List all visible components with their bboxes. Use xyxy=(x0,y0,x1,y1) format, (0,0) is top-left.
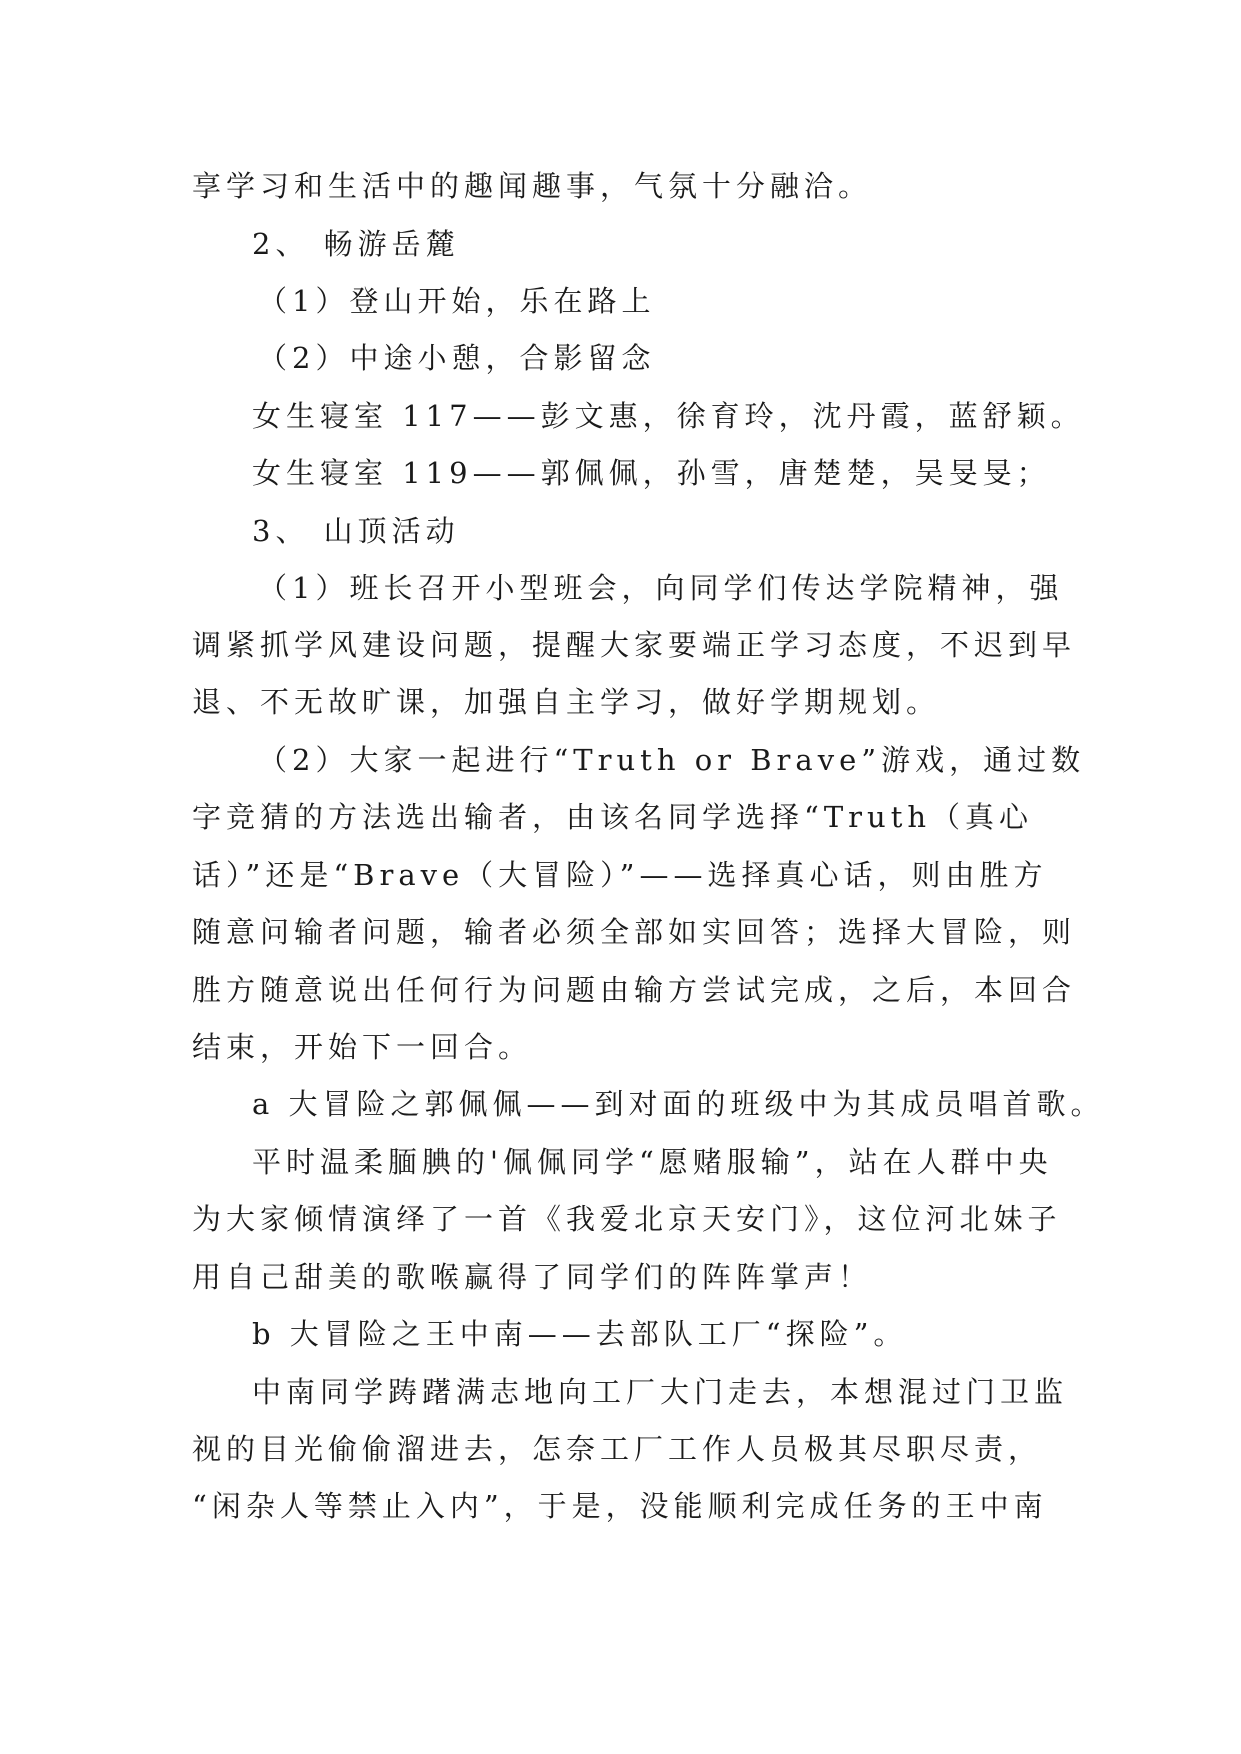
text-line: 字竞猜的方法选出输者，由该名同学选择“Truth（真心 xyxy=(192,800,1034,834)
subsection-heading: （1）登山开始，乐在路上 xyxy=(258,284,656,318)
text-line: （2）大家一起进行“Truth or Brave”游戏，通过数 xyxy=(258,743,1086,777)
text-line: 结束，开始下一回合。 xyxy=(192,1030,533,1064)
text-line: “闲杂人等禁止入内”，于是，没能顺利完成任务的王中南 xyxy=(192,1489,1048,1523)
text-line: 平时温柔腼腆的'佩佩同学“愿赌服输”，站在人群中央 xyxy=(252,1145,1053,1179)
text-line: 女生寝室 119——郭佩佩，孙雪，唐楚楚，吴旻旻； xyxy=(252,456,1051,490)
section-heading: 3、 山顶活动 xyxy=(252,514,460,548)
text-line: 胜方随意说出任何行为问题由输方尝试完成，之后，本回合 xyxy=(192,973,1077,1007)
section-heading: 2、 畅游岳麓 xyxy=(252,227,460,261)
text-line: 随意问输者问题，输者必须全部如实回答；选择大冒险，则 xyxy=(192,915,1077,949)
text-line: 女生寝室 117——彭文惠，徐育玲，沈丹霞，蓝舒颖。 xyxy=(252,399,1085,433)
text-line: b 大冒险之王中南——去部队工厂“探险”。 xyxy=(252,1317,908,1351)
text-line: 调紧抓学风建设问题，提醒大家要端正学习态度，不迟到早 xyxy=(192,628,1077,662)
text-line: 享学习和生活中的趣闻趣事，气氛十分融洽。 xyxy=(192,169,873,203)
text-line: 中南同学踌躇满志地向工厂大门走去，本想混过门卫监 xyxy=(252,1375,1069,1409)
text-line: 为大家倾情演绎了一首《我爱北京天安门》，这位河北妹子 xyxy=(192,1202,1062,1236)
text-line: a 大冒险之郭佩佩——到对面的班级中为其成员唱首歌。 xyxy=(252,1087,1105,1121)
text-line: 话）”还是“Brave（大冒险）”——选择真心话，则由胜方 xyxy=(192,858,1048,892)
text-line: （1）班长召开小型班会，向同学们传达学院精神，强 xyxy=(258,571,1064,605)
text-line: 视的目光偷偷溜进去，怎奈工厂工作人员极其尽职尽责， xyxy=(192,1432,1043,1466)
text-line: 用自己甜美的歌喉赢得了同学们的阵阵掌声！ xyxy=(192,1260,873,1294)
text-line: 退、不无故旷课，加强自主学习，做好学期规划。 xyxy=(192,685,941,719)
subsection-heading: （2）中途小憩，合影留念 xyxy=(258,341,656,375)
